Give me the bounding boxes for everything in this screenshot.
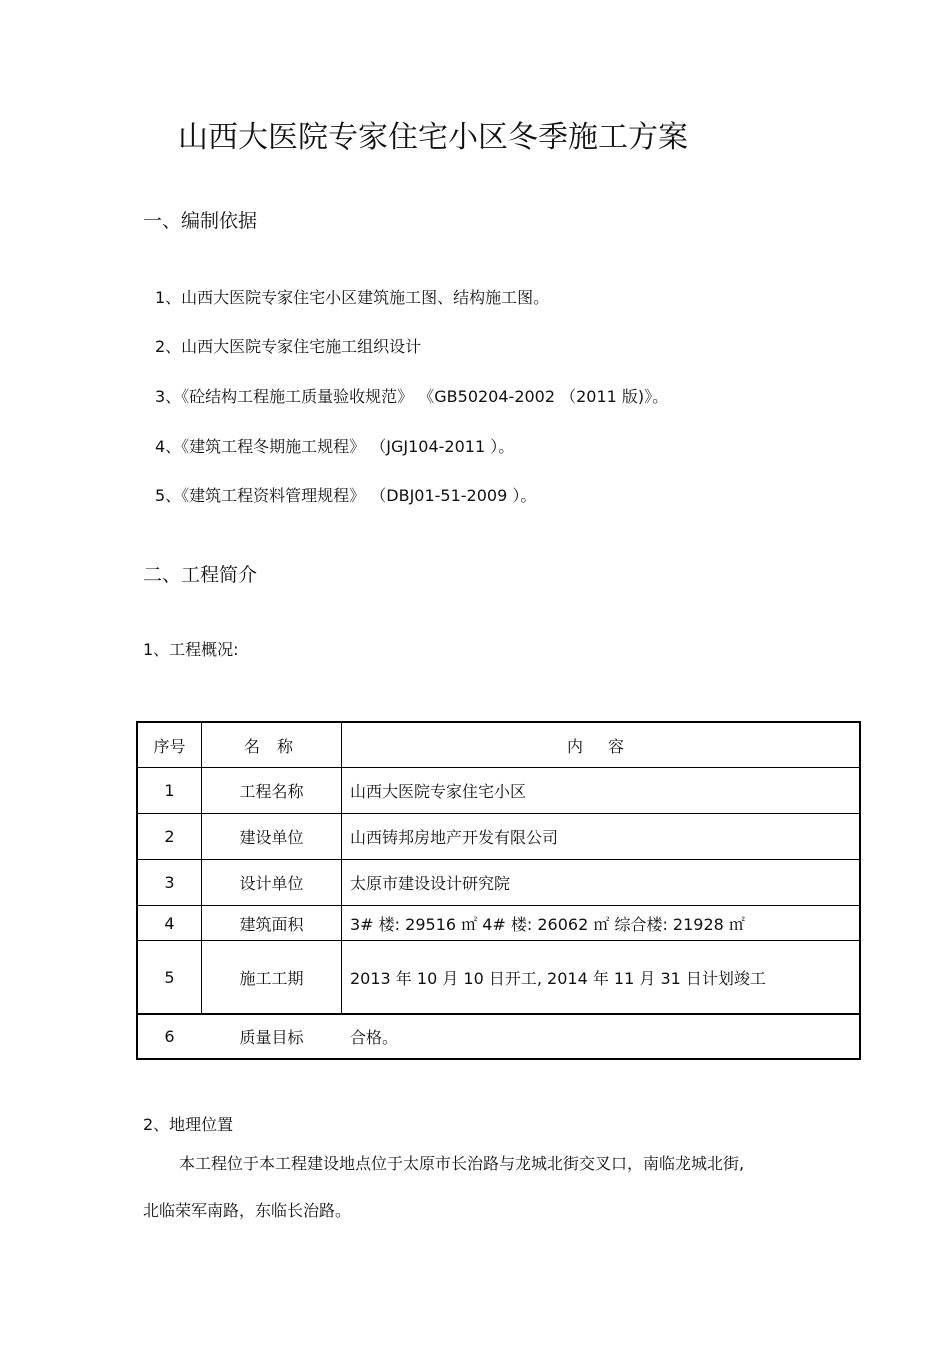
- section-heading-basis: 一、编制依据: [143, 210, 258, 232]
- section-heading-overview: 二、工程简介: [143, 564, 258, 586]
- row-index: 3: [138, 860, 202, 905]
- basis-item-4: 4、《建筑工程冬期施工规程》 （JGJ104-2011 ）。: [155, 437, 515, 456]
- header-content: 内 容: [566, 736, 635, 756]
- table-row: [138, 860, 859, 906]
- header-index: 序号: [138, 723, 202, 767]
- table-row: [138, 941, 859, 1015]
- basis-item-1: 1、山西大医院专家住宅小区建筑施工图、结构施工图。: [155, 288, 550, 307]
- row-name: 设计单位: [202, 860, 342, 905]
- header-name: 名 称: [202, 723, 342, 767]
- table-row: [138, 906, 859, 941]
- location-paragraph-line-2: 北临荣军南路，东临长治路。: [143, 1201, 352, 1220]
- row-name: 质量目标: [239, 1028, 304, 1047]
- row-content: 山西铸邦房地产开发有限公司: [350, 828, 559, 847]
- subsection-heading-location: 2、地理位置: [143, 1115, 234, 1134]
- row-index: 1: [138, 768, 202, 813]
- table-row: [138, 1015, 859, 1058]
- row-name: 施工工期: [202, 941, 342, 1013]
- row-content: 合格。: [350, 1028, 399, 1047]
- row-content: 2013 年 10 月 10 日开工, 2014 年 11 月 31 日计划竣工: [350, 968, 766, 988]
- table-row: [138, 768, 859, 814]
- basis-item-5: 5、《建筑工程资料管理规程》 （DBJ01-51-2009 ）。: [155, 486, 537, 505]
- location-paragraph-line-1: 本工程位于本工程建设地点位于太原市长治路与龙城北街交叉口，南临龙城北街,: [179, 1154, 745, 1173]
- basis-item-3: 3、《砼结构工程施工质量验收规范》 《GB50204-2002 （2011 版)》。: [155, 387, 669, 406]
- table-header-row: [138, 723, 859, 768]
- subsection-heading-overview: 1、工程概况:: [143, 640, 239, 659]
- row-content: 山西大医院专家住宅小区: [350, 782, 527, 801]
- row-name: 建筑面积: [202, 906, 342, 940]
- row-index: 2: [138, 814, 202, 859]
- row-content: 太原市建设设计研究院: [350, 874, 511, 893]
- row-content: 3# 楼: 29516 ㎡ 4# 楼: 26062 ㎡ 综合楼: 21928 ㎡: [350, 914, 745, 934]
- row-index: 4: [138, 906, 202, 940]
- basis-item-2: 2、山西大医院专家住宅施工组织设计: [155, 337, 422, 356]
- document-title: 山西大医院专家住宅小区冬季施工方案: [178, 120, 688, 155]
- project-info-table: [136, 721, 861, 1060]
- row-index: 5: [138, 941, 202, 1013]
- table-row: [138, 814, 859, 860]
- row-name: 建设单位: [202, 814, 342, 859]
- row-name: 工程名称: [202, 768, 342, 813]
- row-index: 6: [164, 1027, 175, 1046]
